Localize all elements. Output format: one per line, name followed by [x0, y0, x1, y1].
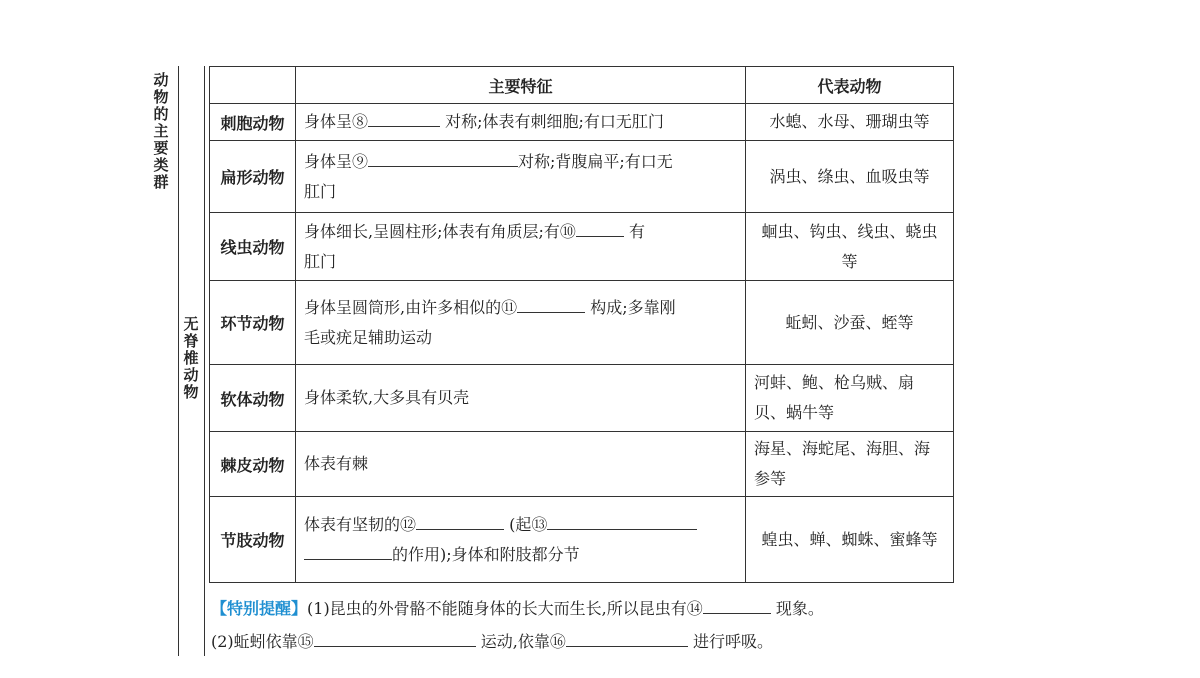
table-row [210, 213, 954, 281]
answer-blank [368, 148, 518, 167]
animal-groups-table [209, 66, 954, 583]
feat-text: 身体呈⑨ [304, 151, 369, 171]
outer-brace [178, 66, 179, 656]
feat-text: 身体呈圆筒形,由许多相似的⑪ [304, 297, 518, 317]
row-features [296, 432, 746, 497]
row-name: 棘皮动物 [210, 432, 296, 497]
row-representatives: 蚯蚓、沙蚕、蛭等 [746, 281, 954, 365]
feat-text: 身体柔软,大多具有贝壳 [304, 388, 470, 407]
special-reminder-line-1 [211, 595, 824, 619]
header-representatives: 代表动物 [746, 67, 954, 104]
feat-text: 肛门 [304, 181, 337, 201]
row-features [296, 365, 746, 432]
feat-text: 构成;多靠刚 [590, 297, 676, 317]
feat-text: 对称;背腹扁平;有口无 [518, 151, 673, 171]
answer-blank [517, 294, 585, 313]
table-row [210, 281, 954, 365]
row-representatives: 河蚌、鲍、枪乌贼、扇贝、蜗牛等 [746, 365, 954, 432]
row-representatives: 蛔虫、钩虫、线虫、蛲虫等 [746, 213, 954, 281]
answer-blank [566, 628, 688, 647]
answer-blank [304, 541, 392, 560]
feat-text: 身体细长,呈圆柱形;体表有角质层;有⑩ [304, 221, 576, 241]
feat-text: 的作用);身体和附肢都分节 [392, 544, 580, 564]
table-row [210, 141, 954, 213]
feat-text: 对称;体表有刺细胞;有口无肛门 [445, 112, 664, 131]
row-name: 刺胞动物 [210, 104, 296, 141]
feat-text: 肛门 [304, 251, 337, 271]
row-features [296, 141, 746, 213]
special-reminder-tag: 【特别提醒】 [211, 599, 308, 618]
feat-text: (起⑬ [509, 514, 548, 534]
row-name: 软体动物 [210, 365, 296, 432]
answer-blank [416, 511, 504, 530]
table-row [210, 365, 954, 432]
feat-text: 体表有棘 [304, 454, 369, 473]
table-row [210, 104, 954, 141]
row-features [296, 281, 746, 365]
answer-blank [703, 595, 771, 614]
tip-text: 运动,依靠⑯ [480, 632, 566, 651]
tip-text: (1)昆虫的外骨骼不能随身体的长大而生长,所以昆虫有⑭ [307, 599, 703, 618]
feat-text: 毛或疣足辅助运动 [304, 327, 433, 347]
row-features [296, 104, 746, 141]
row-name: 扁形动物 [210, 141, 296, 213]
answer-blank [547, 511, 697, 530]
row-representatives: 涡虫、绦虫、血吸虫等 [746, 141, 954, 213]
header-features: 主要特征 [296, 67, 746, 104]
row-name: 环节动物 [210, 281, 296, 365]
group-label: 动物的主要类群 [153, 71, 169, 191]
table-header-row [210, 67, 954, 104]
tip-text: 进行呼吸。 [692, 632, 773, 651]
special-reminder-line-2 [211, 628, 773, 652]
row-features [296, 497, 746, 583]
feat-text: 身体呈⑧ [304, 112, 369, 131]
row-representatives: 水螅、水母、珊瑚虫等 [746, 104, 954, 141]
table-row [210, 497, 954, 583]
tip-text: 现象。 [775, 599, 824, 618]
row-name: 线虫动物 [210, 213, 296, 281]
feat-text: 体表有坚韧的⑫ [304, 514, 417, 534]
answer-blank [576, 218, 624, 237]
answer-blank [314, 628, 476, 647]
feat-text: 有 [628, 221, 645, 241]
header-empty [210, 67, 296, 104]
table-row [210, 432, 954, 497]
answer-blank [368, 108, 440, 127]
tip-text: (2)蚯蚓依靠⑮ [211, 632, 314, 651]
inner-brace [204, 66, 205, 656]
invertebrate-label: 无脊椎动物 [183, 315, 199, 401]
row-representatives: 蝗虫、蝉、蜘蛛、蜜蜂等 [746, 497, 954, 583]
row-features [296, 213, 746, 281]
row-name: 节肢动物 [210, 497, 296, 583]
row-representatives: 海星、海蛇尾、海胆、海参等 [746, 432, 954, 497]
